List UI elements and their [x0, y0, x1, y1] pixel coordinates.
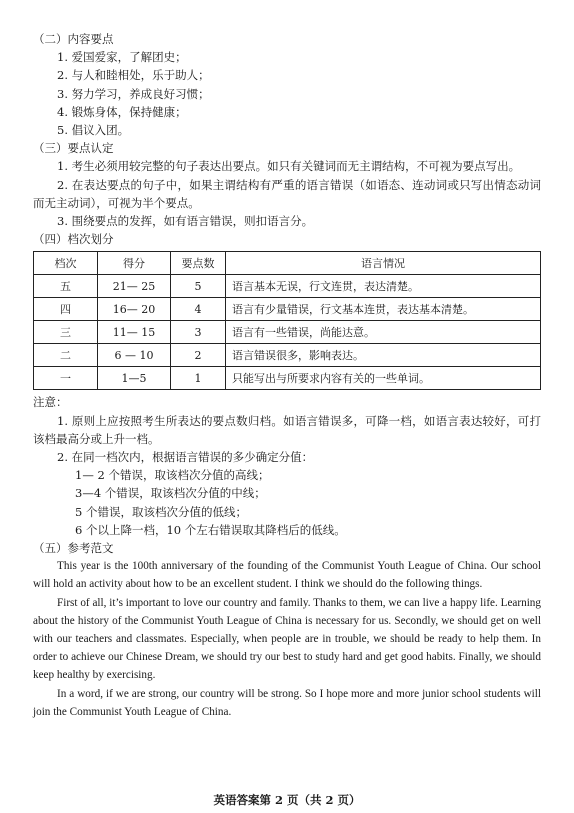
header-score: 得分 — [98, 252, 171, 275]
points-cell: 4 — [171, 298, 226, 321]
tier-cell: 一 — [34, 367, 98, 390]
language-cell: 语言错误很多，影响表达。 — [226, 344, 541, 367]
tier-cell: 四 — [34, 298, 98, 321]
page-footer: 英语答案第 2 页（共 2 页） — [213, 793, 361, 807]
grading-table — [33, 251, 541, 390]
note-2-sub-3: 5 个错误，取该档次分值的低线； — [75, 504, 247, 519]
score-cell: 1—5 — [98, 367, 171, 390]
score-cell: 16— 20 — [98, 298, 171, 321]
table-row — [34, 344, 541, 367]
points-cell: 3 — [171, 321, 226, 344]
note-2: 2. 在同一档次内，根据语言错误的多少确定分值： — [57, 450, 314, 465]
language-cell: 语言有少量错误，行文基本连贯，表达基本清楚。 — [226, 298, 541, 321]
score-cell: 6 — 10 — [98, 344, 171, 367]
model-essay-paragraph-2: First of all, it’s important to love our country and family. Thanks to them, we can live a happy life. Learning about the history of the Communist Youth League of China is necessary for us. Secondly, we should get on well with our teachers and classmates. Especially, when people are in trouble, we should be ready to help them. In order to achieve our Chinese Dream, we should try our best to study hard and get good habits. Finally, we should keep healthy by exercising. — [33, 596, 541, 682]
points-cell: 1 — [171, 367, 226, 390]
rule-3: 3. 围绕要点的发挥，如有语言错误，则扣语言分。 — [57, 214, 314, 229]
rule-1: 1. 考生必须用较完整的句子表达出要点。如只有关键词而无主谓结构，不可视为要点写出。 — [57, 159, 521, 174]
note-2-sub-4: 6 个以上降一档，10 个左右错误取其降档后的低线。 — [75, 522, 346, 537]
header-tier: 档次 — [34, 252, 98, 275]
header-language: 语言情况 — [226, 252, 541, 275]
model-essay-paragraph-3: In a word, if we are strong, our country will be strong. So I hope more and more junior school students will join the Communist Youth League of China. — [33, 687, 541, 718]
answer-page — [33, 30, 541, 721]
section2-heading: （二）内容要点 — [33, 32, 114, 46]
note-1: 1. 原则上应按照考生所表达的要点数归档。如语言错误多，可降一档，如语言表达较好，可打该档最高分或上升一档。 — [33, 413, 541, 446]
tier-cell: 二 — [34, 344, 98, 367]
table-row — [34, 367, 541, 390]
content-point-4: 4. 锻炼身体，保持健康； — [57, 104, 187, 119]
section4-heading: （四）档次划分 — [33, 232, 114, 247]
points-cell: 5 — [171, 275, 226, 298]
score-cell: 11— 15 — [98, 321, 171, 344]
table-row — [34, 275, 541, 298]
content-point-5: 5. 倡议入团。 — [57, 123, 130, 138]
note-2-sub-2: 3—4 个错误，取该档次分值的中线； — [75, 486, 266, 501]
table-header-row — [34, 252, 541, 275]
language-cell: 语言基本无误，行文连贯，表达清楚。 — [226, 275, 541, 298]
section5-heading: （五）参考范文 — [33, 541, 114, 556]
language-cell: 语言有一些错误，尚能达意。 — [226, 321, 541, 344]
model-essay-paragraph-1: This year is the 100th anniversary of the founding of the Communist Youth League of China. Our school will hold an activity about how to be an excellent student. I think we should do the following things. — [33, 560, 541, 591]
tier-cell: 三 — [34, 321, 98, 344]
note-2-sub-1: 1— 2 个错误，取该档次分值的高线； — [75, 468, 270, 483]
header-points: 要点数 — [171, 252, 226, 275]
score-cell: 21— 25 — [98, 275, 171, 298]
section3-heading: （三）要点认定 — [33, 141, 114, 156]
table-row — [34, 298, 541, 321]
content-point-2: 2. 与人和睦相处，乐于助人； — [57, 68, 210, 83]
tier-cell: 五 — [34, 275, 98, 298]
points-cell: 2 — [171, 344, 226, 367]
content-point-1: 1. 爱国爱家，了解团史； — [57, 50, 187, 65]
table-row — [34, 321, 541, 344]
rule-2: 2. 在表达要点的句子中，如果主谓结构有严重的语言错误（如语态、连动词或只写出情态动词而无主动词），可视为半个要点。 — [33, 177, 541, 210]
content-point-3: 3. 努力学习，养成良好习惯； — [57, 86, 210, 101]
language-cell: 只能写出与所要求内容有关的一些单词。 — [226, 367, 541, 390]
notes-heading: 注意： — [33, 395, 68, 410]
